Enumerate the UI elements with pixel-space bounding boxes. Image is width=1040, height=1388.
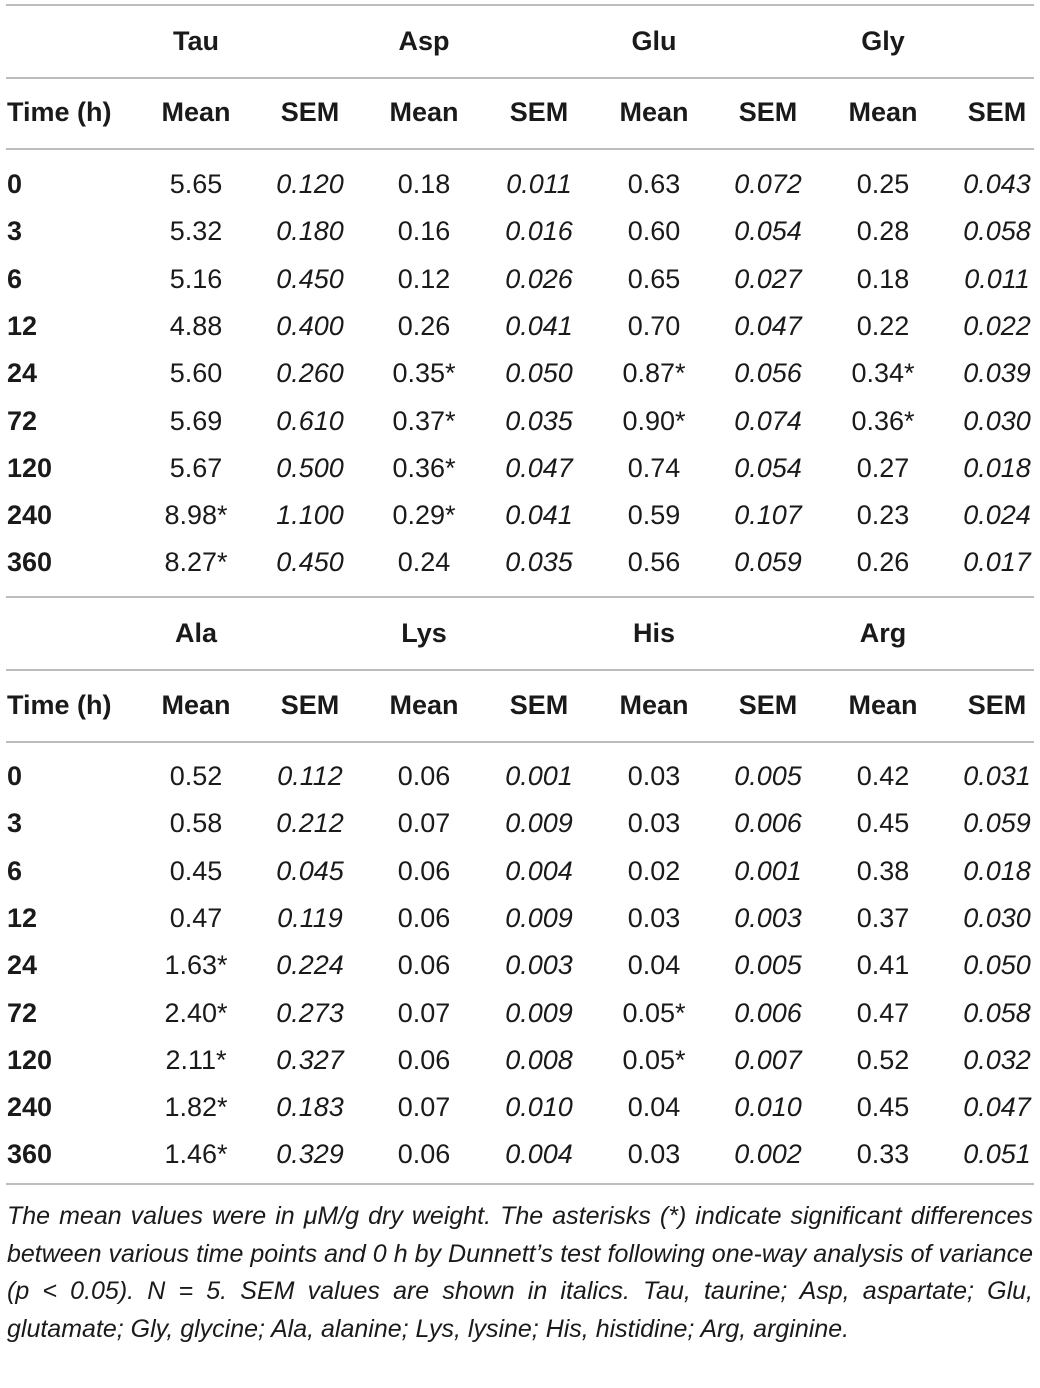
mean-cell: 5.16 [169, 264, 223, 294]
sem-cell: 0.043 [963, 169, 1031, 199]
time-cell: 240 [7, 500, 53, 530]
sem-cell: 0.004 [505, 856, 573, 886]
table-row [0, 162, 1040, 206]
mean-cell: 0.41 [856, 950, 910, 980]
mean-cell: 0.07 [397, 808, 451, 838]
sem-cell: 0.072 [734, 169, 802, 199]
sem-cell: 0.059 [963, 808, 1031, 838]
mean-cell: 0.12 [397, 264, 451, 294]
sem-column-header: SEM [280, 690, 340, 720]
sem-cell: 0.058 [963, 998, 1031, 1028]
sem-cell: 0.006 [734, 808, 802, 838]
mean-column-header: Mean [389, 690, 459, 720]
time-cell: 6 [7, 856, 23, 886]
sem-cell: 0.027 [734, 264, 802, 294]
mean-cell: 0.23 [856, 500, 910, 530]
sem-cell: 0.119 [277, 903, 343, 933]
mean-cell: 0.06 [397, 950, 451, 980]
table-row [0, 849, 1040, 893]
sem-cell: 0.074 [734, 406, 802, 436]
sem-cell: 0.005 [734, 950, 802, 980]
mean-cell: 0.58 [169, 808, 223, 838]
sem-cell: 0.107 [734, 500, 802, 530]
amino-acid-header: Ala [174, 618, 218, 648]
time-cell: 6 [7, 264, 23, 294]
mean-cell: 0.02 [627, 856, 681, 886]
sem-cell: 0.018 [963, 856, 1031, 886]
table-row [0, 209, 1040, 253]
mean-cell: 0.47 [169, 903, 223, 933]
mean-cell: 5.69 [169, 406, 223, 436]
group-header-row [0, 19, 1040, 63]
mean-cell: 0.37 [856, 903, 910, 933]
mean-column-header: Mean [619, 97, 689, 127]
sem-cell: 0.030 [963, 903, 1031, 933]
sem-cell: 0.009 [505, 998, 573, 1028]
mean-cell: 0.65 [627, 264, 681, 294]
mean-cell: 0.06 [397, 1045, 451, 1075]
mean-column-header: Mean [619, 690, 689, 720]
sem-cell: 0.007 [734, 1045, 802, 1075]
sem-column-header: SEM [967, 97, 1027, 127]
mean-cell: 0.07 [397, 1092, 451, 1122]
time-cell: 24 [7, 358, 38, 388]
sem-cell: 0.400 [276, 311, 344, 341]
mean-cell: 0.47 [856, 998, 910, 1028]
mean-cell: 0.34* [851, 358, 915, 388]
sem-cell: 0.022 [963, 311, 1031, 341]
time-cell: 72 [7, 998, 38, 1028]
mean-cell: 2.40* [164, 998, 228, 1028]
time-cell: 0 [7, 761, 23, 791]
time-cell: 12 [7, 903, 38, 933]
sem-cell: 0.056 [734, 358, 802, 388]
sem-cell: 0.006 [734, 998, 802, 1028]
mean-cell: 5.65 [169, 169, 223, 199]
sem-cell: 0.047 [963, 1092, 1031, 1122]
time-cell: 3 [7, 216, 23, 246]
group-header-row [0, 611, 1040, 655]
mean-cell: 0.35* [392, 358, 456, 388]
sem-cell: 0.450 [276, 547, 344, 577]
sem-cell: 0.030 [963, 406, 1031, 436]
mean-cell: 4.88 [169, 311, 223, 341]
sem-cell: 0.041 [505, 500, 573, 530]
sem-cell: 0.051 [963, 1139, 1031, 1169]
sem-cell: 0.054 [734, 453, 802, 483]
sem-column-header: SEM [509, 690, 569, 720]
table-row [0, 493, 1040, 537]
mean-cell: 0.26 [397, 311, 451, 341]
table-row [0, 754, 1040, 798]
time-cell: 360 [7, 547, 53, 577]
sem-cell: 0.026 [505, 264, 573, 294]
table-row [0, 801, 1040, 845]
sem-cell: 0.047 [505, 453, 573, 483]
sem-cell: 0.035 [505, 406, 573, 436]
time-cell: 72 [7, 406, 38, 436]
sem-cell: 0.224 [276, 950, 344, 980]
mean-column-header: Mean [161, 97, 231, 127]
sem-cell: 0.018 [963, 453, 1031, 483]
sem-cell: 0.273 [276, 998, 344, 1028]
mean-cell: 0.45 [856, 808, 910, 838]
mean-cell: 0.06 [397, 903, 451, 933]
mean-cell: 0.05* [622, 998, 686, 1028]
column-header-row [0, 90, 1040, 134]
mean-cell: 0.36* [392, 453, 456, 483]
sem-cell: 0.500 [276, 453, 344, 483]
table-row [0, 1038, 1040, 1082]
table-bottom-rule [6, 1183, 1034, 1185]
sem-cell: 0.054 [734, 216, 802, 246]
sem-cell: 0.011 [964, 264, 1030, 294]
sem-cell: 0.045 [276, 856, 344, 886]
sem-cell: 0.212 [276, 808, 344, 838]
mean-cell: 0.56 [627, 547, 681, 577]
mean-cell: 0.63 [627, 169, 681, 199]
mean-cell: 0.60 [627, 216, 681, 246]
sem-cell: 0.041 [505, 311, 573, 341]
sem-cell: 0.010 [505, 1092, 573, 1122]
sem-cell: 0.003 [734, 903, 802, 933]
mean-cell: 2.11* [165, 1045, 227, 1075]
mean-cell: 0.38 [856, 856, 910, 886]
table-row [0, 1132, 1040, 1176]
sem-cell: 0.260 [276, 358, 344, 388]
table-row [0, 991, 1040, 1035]
sem-column-header: SEM [280, 97, 340, 127]
sem-cell: 0.005 [734, 761, 802, 791]
time-cell: 24 [7, 950, 38, 980]
table-top-rule [6, 4, 1034, 6]
sem-cell: 1.100 [276, 500, 344, 530]
mean-cell: 0.03 [627, 1139, 681, 1169]
mean-cell: 0.37* [392, 406, 456, 436]
sem-cell: 0.120 [276, 169, 344, 199]
sem-cell: 0.009 [505, 808, 573, 838]
sem-cell: 0.009 [505, 903, 573, 933]
time-cell: 360 [7, 1139, 53, 1169]
sem-cell: 0.004 [505, 1139, 573, 1169]
mean-cell: 0.26 [856, 547, 910, 577]
mean-cell: 0.06 [397, 856, 451, 886]
sem-cell: 0.001 [505, 761, 573, 791]
mean-cell: 0.36* [851, 406, 915, 436]
time-cell: 0 [7, 169, 23, 199]
sem-cell: 0.032 [963, 1045, 1031, 1075]
time-cell: 240 [7, 1092, 53, 1122]
sem-cell: 0.183 [276, 1092, 344, 1122]
sem-cell: 0.010 [734, 1092, 802, 1122]
table-row [0, 351, 1040, 395]
mean-cell: 0.05* [622, 1045, 686, 1075]
sem-cell: 0.450 [276, 264, 344, 294]
sem-cell: 0.112 [277, 761, 343, 791]
group-header-rule [6, 669, 1034, 671]
mean-cell: 0.45 [856, 1092, 910, 1122]
mean-cell: 0.90* [622, 406, 686, 436]
mean-cell: 0.33 [856, 1139, 910, 1169]
table-row [0, 399, 1040, 443]
mean-cell: 0.28 [856, 216, 910, 246]
mean-cell: 0.42 [856, 761, 910, 791]
table-row [0, 1085, 1040, 1129]
mean-cell: 0.29* [392, 500, 456, 530]
sem-cell: 0.001 [734, 856, 802, 886]
mean-cell: 0.24 [397, 547, 451, 577]
column-header-rule [6, 741, 1034, 743]
table-row [0, 540, 1040, 584]
column-header-row [0, 683, 1040, 727]
table-row [0, 304, 1040, 348]
mean-column-header: Mean [389, 97, 459, 127]
mean-cell: 1.63* [164, 950, 228, 980]
amino-acid-header: Gly [861, 26, 905, 56]
sem-column-header: SEM [738, 97, 798, 127]
sem-cell: 0.016 [505, 216, 573, 246]
mean-cell: 0.27 [856, 453, 910, 483]
mean-cell: 0.03 [627, 808, 681, 838]
mean-column-header: Mean [848, 690, 918, 720]
mean-cell: 0.16 [397, 216, 451, 246]
table-row [0, 446, 1040, 490]
mean-cell: 1.82* [164, 1092, 228, 1122]
mean-cell: 0.06 [397, 761, 451, 791]
group-header-rule [6, 77, 1034, 79]
sem-column-header: SEM [738, 690, 798, 720]
time-cell: 12 [7, 311, 38, 341]
sem-cell: 0.329 [276, 1139, 344, 1169]
amino-acid-header: Tau [173, 26, 219, 56]
sem-cell: 0.610 [276, 406, 344, 436]
mean-cell: 0.18 [397, 169, 451, 199]
mean-cell: 0.74 [627, 453, 681, 483]
sem-cell: 0.008 [505, 1045, 573, 1075]
time-column-header: Time (h) [7, 97, 112, 127]
mean-cell: 0.22 [856, 311, 910, 341]
table-row [0, 943, 1040, 987]
mean-cell: 0.18 [856, 264, 910, 294]
sem-cell: 0.017 [963, 547, 1031, 577]
sem-cell: 0.327 [276, 1045, 344, 1075]
column-header-rule [6, 148, 1034, 150]
amino-acid-header: Lys [401, 618, 447, 648]
mean-cell: 0.07 [397, 998, 451, 1028]
sem-cell: 0.039 [963, 358, 1031, 388]
sem-cell: 0.047 [734, 311, 802, 341]
mean-cell: 5.60 [169, 358, 223, 388]
sem-cell: 0.058 [963, 216, 1031, 246]
mean-cell: 0.04 [627, 1092, 681, 1122]
sem-cell: 0.050 [963, 950, 1031, 980]
sem-cell: 0.002 [734, 1139, 802, 1169]
mean-cell: 5.32 [169, 216, 223, 246]
mean-cell: 0.52 [856, 1045, 910, 1075]
time-cell: 3 [7, 808, 23, 838]
sem-cell: 0.035 [505, 547, 573, 577]
mean-column-header: Mean [161, 690, 231, 720]
mean-cell: 1.46* [164, 1139, 228, 1169]
time-cell: 120 [7, 453, 53, 483]
sem-cell: 0.059 [734, 547, 802, 577]
amino-acid-header: Glu [631, 26, 677, 56]
sem-cell: 0.050 [505, 358, 573, 388]
mean-cell: 0.70 [627, 311, 681, 341]
sem-cell: 0.003 [505, 950, 573, 980]
mean-cell: 5.67 [169, 453, 223, 483]
sem-column-header: SEM [509, 97, 569, 127]
mean-cell: 0.25 [856, 169, 910, 199]
mean-cell: 0.04 [627, 950, 681, 980]
mean-cell: 0.03 [627, 761, 681, 791]
amino-acid-header: Asp [398, 26, 450, 56]
sem-cell: 0.011 [506, 169, 572, 199]
time-column-header: Time (h) [7, 690, 112, 720]
section-divider-rule [6, 596, 1034, 598]
sem-cell: 0.180 [276, 216, 344, 246]
table-footnote: The mean values were in μM/g dry weight. The asterisks (*) indicate significant differences between various time points and 0 h by Dunnett’s test following one-way analysis of variance (p < 0.05). N = 5. SEM values are shown in italics. Tau, taurine; Asp, aspartate; Glu, glutamate; Gly, glycine; Ala, alanine; Lys, lysine; His, histidine; Arg, arginine. [7, 1202, 1033, 1343]
table-row [0, 257, 1040, 301]
table-row [0, 896, 1040, 940]
mean-cell: 0.87* [622, 358, 686, 388]
mean-cell: 8.27* [164, 547, 228, 577]
sem-cell: 0.024 [963, 500, 1031, 530]
sem-cell: 0.031 [963, 761, 1031, 791]
mean-column-header: Mean [848, 97, 918, 127]
mean-cell: 0.06 [397, 1139, 451, 1169]
time-cell: 120 [7, 1045, 53, 1075]
mean-cell: 8.98* [164, 500, 228, 530]
mean-cell: 0.52 [169, 761, 223, 791]
amino-acid-header: His [632, 618, 676, 648]
amino-acid-header: Arg [859, 618, 907, 648]
mean-cell: 0.03 [627, 903, 681, 933]
mean-cell: 0.59 [627, 500, 681, 530]
mean-cell: 0.45 [169, 856, 223, 886]
sem-column-header: SEM [967, 690, 1027, 720]
